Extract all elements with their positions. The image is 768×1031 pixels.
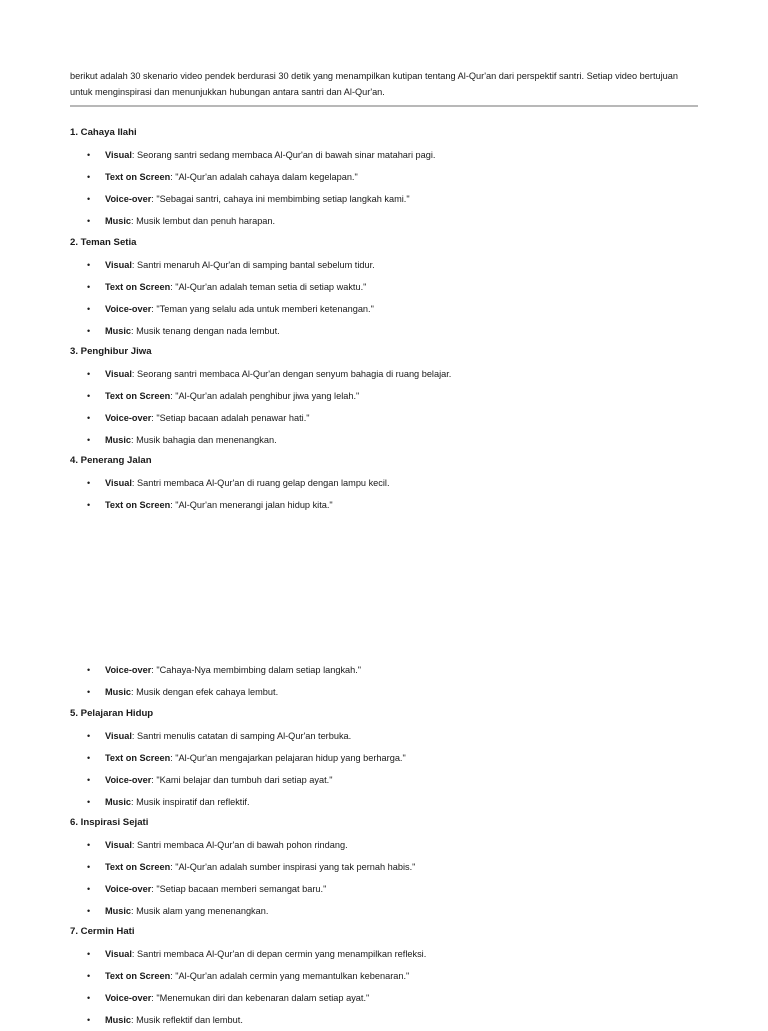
scenario-list: [70, 254, 698, 342]
item-label: Visual: [105, 731, 132, 741]
bullet-icon: •: [87, 1015, 91, 1025]
list-item: [70, 320, 698, 342]
list-item: [70, 363, 698, 385]
item-text: : "Sebagai santri, cahaya ini membimbing setiap langkah kami.": [151, 194, 410, 204]
scenario-section: [70, 812, 698, 922]
list-item: [70, 725, 698, 747]
scenario-section: [70, 703, 698, 813]
item-text: : "Setiap bacaan memberi semangat baru.": [151, 884, 327, 894]
bullet-icon: •: [87, 884, 91, 894]
item-text: : Santri membaca Al-Qur'an di ruang gelap dengan lampu kecil.: [131, 478, 390, 488]
list-item: [70, 254, 698, 276]
bullet-icon: •: [87, 478, 91, 488]
bullet-icon: •: [87, 862, 91, 872]
section-heading: 4. Penerang Jalan: [70, 455, 152, 466]
bullet-icon: •: [87, 194, 91, 204]
list-item: [70, 943, 698, 965]
item-label: Music: [105, 687, 132, 697]
bullet-icon: •: [87, 731, 91, 741]
list-item: [70, 166, 698, 188]
scenario-list: [70, 144, 698, 232]
list-item: [70, 407, 698, 429]
scenario-list: [70, 472, 698, 516]
list-item: [70, 900, 698, 922]
item-label: Music: [105, 1015, 132, 1025]
bullet-icon: •: [87, 775, 91, 785]
item-text: : "Al-Qur'an adalah sumber inspirasi yang tak pernah habis.": [170, 862, 416, 872]
section-heading: 1. Cahaya Ilahi: [70, 127, 137, 138]
scenario-section-continued: [70, 659, 698, 703]
scenario-list: [70, 834, 698, 922]
item-label: Voice-over: [105, 884, 152, 894]
item-label: Voice-over: [105, 775, 152, 785]
bullet-icon: •: [87, 369, 91, 379]
list-item: [70, 210, 698, 232]
section-heading: 3. Penghibur Jiwa: [70, 346, 152, 357]
scenario-list: [70, 659, 698, 703]
item-text: : Musik lembut dan penuh harapan.: [131, 216, 276, 226]
item-text: : "Al-Qur'an menerangi jalan hidup kita.": [170, 500, 333, 510]
item-text: : "Setiap bacaan adalah penawar hati.": [151, 413, 310, 423]
item-text: : Musik tenang dengan nada lembut.: [131, 326, 280, 336]
bullet-icon: •: [87, 949, 91, 959]
item-label: Text on Screen: [105, 391, 171, 401]
item-label: Music: [105, 797, 132, 807]
list-item: [70, 385, 698, 407]
item-text: : Musik alam yang menenangkan.: [131, 906, 269, 916]
scenario-section: [70, 341, 698, 451]
scenario-section: [70, 921, 698, 1025]
list-item: [70, 747, 698, 769]
item-label: Text on Screen: [105, 862, 171, 872]
list-item: [70, 965, 698, 987]
document-page: [70, 0, 698, 1024]
bullet-icon: •: [87, 993, 91, 1003]
list-item: [70, 878, 698, 900]
list-item: [70, 659, 698, 681]
horizontal-divider: [70, 105, 698, 107]
bullet-icon: •: [87, 391, 91, 401]
bullet-icon: •: [87, 435, 91, 445]
section-heading: 2. Teman Setia: [70, 237, 137, 248]
scenario-section: [70, 122, 698, 232]
list-item: [70, 472, 698, 494]
item-text: : Musik bahagia dan menenangkan.: [131, 435, 277, 445]
scenario-section: [70, 232, 698, 342]
section-heading: 7. Cermin Hati: [70, 926, 135, 937]
item-label: Visual: [105, 840, 132, 850]
item-text: : Musik reflektif dan lembut.: [131, 1015, 243, 1025]
item-label: Visual: [105, 260, 132, 270]
list-item: [70, 791, 698, 813]
list-item: [70, 681, 698, 703]
bullet-icon: •: [87, 797, 91, 807]
list-item: [70, 276, 698, 298]
item-label: Text on Screen: [105, 282, 171, 292]
item-text: : "Al-Qur'an adalah cahaya dalam kegelapan.": [170, 172, 358, 182]
item-text: : Santri menulis catatan di samping Al-Qur'an terbuka.: [131, 731, 352, 741]
bullet-icon: •: [87, 260, 91, 270]
bullet-icon: •: [87, 500, 91, 510]
item-text: : "Kami belajar dan tumbuh dari setiap ayat.": [151, 775, 333, 785]
scenario-list: [70, 363, 698, 451]
bullet-icon: •: [87, 753, 91, 763]
item-text: : Santri membaca Al-Qur'an di bawah pohon rindang.: [131, 840, 348, 850]
item-text: : "Al-Qur'an adalah penghibur jiwa yang lelah.": [170, 391, 360, 401]
item-text: : "Menemukan diri dan kebenaran dalam setiap ayat.": [151, 993, 370, 1003]
item-label: Visual: [105, 949, 132, 959]
item-text: : "Al-Qur'an mengajarkan pelajaran hidup yang berharga.": [170, 753, 406, 763]
item-label: Voice-over: [105, 304, 152, 314]
item-label: Voice-over: [105, 993, 152, 1003]
bullet-icon: •: [87, 665, 91, 675]
list-item: [70, 494, 698, 516]
scenario-list: [70, 725, 698, 813]
item-text: : Santri membaca Al-Qur'an di depan cermin yang menampilkan refleksi.: [131, 949, 427, 959]
intro-paragraph: berikut adalah 30 skenario video pendek berdurasi 30 detik yang menampilkan kutipan tentang Al-Qur'an dari perspektif santri. Setiap video bertujuan untuk menginspirasi dan menunjukkan hubungan antara santri dan Al-Qur'an.: [70, 71, 678, 97]
bullet-icon: •: [87, 304, 91, 314]
item-text: : Seorang santri sedang membaca Al-Qur'an di bawah sinar matahari pagi.: [131, 150, 436, 160]
bullet-icon: •: [87, 413, 91, 423]
bullet-icon: •: [87, 687, 91, 697]
list-item: [70, 429, 698, 451]
item-label: Visual: [105, 478, 132, 488]
item-text: : Santri menaruh Al-Qur'an di samping bantal sebelum tidur.: [131, 260, 375, 270]
list-item: [70, 856, 698, 878]
bullet-icon: •: [87, 326, 91, 336]
bullet-icon: •: [87, 216, 91, 226]
item-text: : "Al-Qur'an adalah cermin yang memantulkan kebenaran.": [170, 971, 410, 981]
section-heading: 6. Inspirasi Sejati: [70, 817, 149, 828]
bullet-icon: •: [87, 840, 91, 850]
item-label: Music: [105, 906, 132, 916]
list-item: [70, 987, 698, 1009]
item-label: Visual: [105, 150, 132, 160]
list-item: [70, 1009, 698, 1025]
item-text: : Seorang santri membaca Al-Qur'an dengan senyum bahagia di ruang belajar.: [131, 369, 452, 379]
list-item: [70, 144, 698, 166]
item-label: Text on Screen: [105, 500, 171, 510]
item-label: Music: [105, 326, 132, 336]
item-label: Text on Screen: [105, 172, 171, 182]
item-label: Music: [105, 435, 132, 445]
item-label: Voice-over: [105, 194, 152, 204]
item-text: : "Cahaya-Nya membimbing dalam setiap langkah.": [151, 665, 362, 675]
item-label: Visual: [105, 369, 132, 379]
item-label: Text on Screen: [105, 753, 171, 763]
list-item: [70, 188, 698, 210]
item-label: Voice-over: [105, 665, 152, 675]
item-text: : Musik inspiratif dan reflektif.: [131, 797, 250, 807]
section-heading: 5. Pelajaran Hidup: [70, 708, 154, 719]
list-item: [70, 834, 698, 856]
bullet-icon: •: [87, 906, 91, 916]
scenario-section: [70, 450, 698, 516]
list-item: [70, 298, 698, 320]
item-text: : "Al-Qur'an adalah teman setia di setiap waktu.": [170, 282, 367, 292]
item-label: Voice-over: [105, 413, 152, 423]
bullet-icon: •: [87, 282, 91, 292]
bullet-icon: •: [87, 971, 91, 981]
item-text: : "Teman yang selalu ada untuk memberi ketenangan.": [151, 304, 374, 314]
bullet-icon: •: [87, 172, 91, 182]
list-item: [70, 769, 698, 791]
bullet-icon: •: [87, 150, 91, 160]
item-label: Music: [105, 216, 132, 226]
item-text: : Musik dengan efek cahaya lembut.: [131, 687, 279, 697]
item-label: Text on Screen: [105, 971, 171, 981]
scenario-list: [70, 943, 698, 1025]
